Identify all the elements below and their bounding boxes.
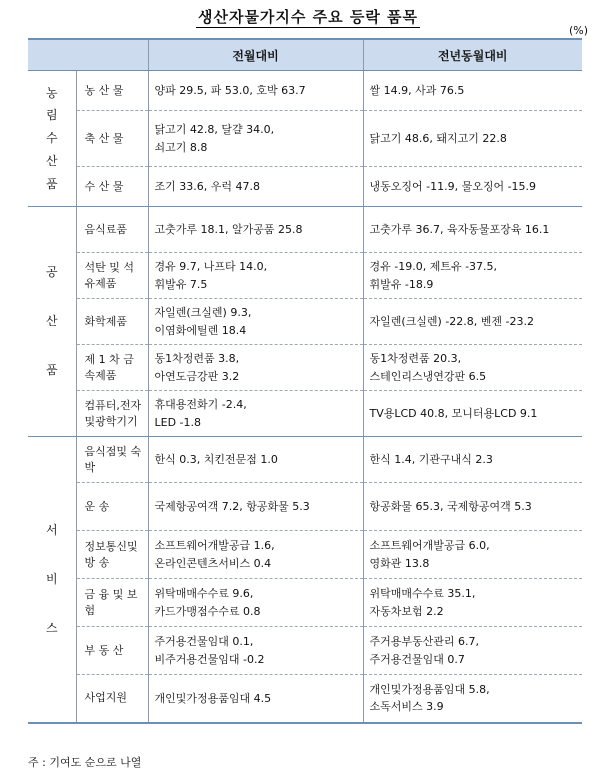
row-mom	[148, 167, 363, 207]
row-category: 정보통신및 방 송	[76, 531, 148, 579]
table-row	[28, 167, 582, 207]
group-label-char: 산	[45, 153, 58, 168]
value-line: 비주거용건물임대 -0.2	[154, 652, 265, 666]
header-yoy: 전년동월대비	[363, 39, 582, 71]
row-category: 컴퓨터,전자 및광학기기	[76, 391, 148, 437]
row-yoy	[363, 71, 582, 111]
value-line: 스테인리스냉연강판 6.5	[369, 369, 487, 383]
row-mom	[148, 299, 363, 345]
header-blank	[28, 39, 148, 71]
value-line: 휘발유 -18.9	[369, 277, 434, 291]
row-mom	[148, 675, 363, 723]
row-category: 음식점및 숙 박	[76, 437, 148, 483]
value-line: 냉동오징어 -11.9, 물오징어 -15.9	[369, 179, 537, 193]
row-yoy	[363, 391, 582, 437]
table-row	[28, 253, 582, 299]
value-line: 항공화물 65.3, 국제항공여객 5.3	[369, 499, 532, 513]
value-line: 양파 29.5, 파 53.0, 호박 63.7	[154, 83, 306, 97]
row-category: 화학제품	[76, 299, 148, 345]
row-mom	[148, 345, 363, 391]
row-mom	[148, 71, 363, 111]
value-line: 온라인콘텐츠서비스 0.4	[154, 556, 272, 570]
table-row	[28, 391, 582, 437]
row-yoy	[363, 483, 582, 531]
group-label-char: 수	[45, 131, 58, 146]
table-row	[28, 483, 582, 531]
value-line: 위탁매매수수료 35.1,	[369, 587, 476, 601]
value-line: 주거용건물임대 0.1,	[154, 635, 254, 649]
row-yoy	[363, 345, 582, 391]
row-yoy	[363, 253, 582, 299]
row-category: 제 1 차 금속제품	[76, 345, 148, 391]
value-line: 쇠고기 8.8	[154, 140, 208, 154]
table-row	[28, 579, 582, 627]
group-label-char: 산	[45, 314, 58, 329]
row-category: 부 동 산	[76, 627, 148, 675]
value-line: 조기 33.6, 우럭 47.8	[154, 179, 260, 193]
value-line: 닭고기 42.8, 달걀 34.0,	[154, 123, 275, 137]
row-yoy	[363, 207, 582, 253]
table-row	[28, 299, 582, 345]
group-label-char: 스	[45, 620, 58, 635]
value-line: 주거용건물임대 0.7	[369, 652, 465, 666]
value-line: 개인및가정용품임대 4.5	[154, 691, 272, 705]
row-category: 운 송	[76, 483, 148, 531]
value-line: 쌀 14.9, 사과 76.5	[369, 83, 465, 97]
row-yoy	[363, 579, 582, 627]
value-line: 휴대용전화기 -2.4,	[154, 398, 247, 412]
value-line: 자일렌(크실렌) -22.8, 벤젠 -23.2	[369, 314, 534, 328]
row-mom	[148, 531, 363, 579]
row-yoy	[363, 299, 582, 345]
value-line: 아연도금강판 3.2	[154, 369, 240, 383]
value-line: LED -1.8	[154, 415, 202, 429]
group-label-char: 서	[45, 523, 58, 538]
group-label-char: 비	[45, 571, 58, 586]
row-category: 축 산 물	[76, 111, 148, 167]
page-title: 생산자물가지수 주요 등락 품목	[197, 8, 419, 26]
value-line: 한식 0.3, 치킨전문점 1.0	[154, 452, 278, 466]
value-line: 동1차정련품 20.3,	[369, 352, 462, 366]
value-line: 자동차보험 2.2	[369, 604, 444, 618]
row-category: 음식료품	[76, 207, 148, 253]
row-category: 농 산 물	[76, 71, 148, 111]
row-yoy	[363, 531, 582, 579]
row-mom	[148, 111, 363, 167]
group-service	[28, 437, 76, 723]
group-industry	[28, 207, 76, 437]
value-line: 소프트웨어개발공급 1.6,	[154, 539, 275, 553]
value-line: 위탁매매수수료 9.6,	[154, 587, 254, 601]
row-mom	[148, 627, 363, 675]
value-line: 소독서비스 3.9	[369, 700, 444, 714]
table-row	[28, 111, 582, 167]
value-line: 경유 9.7, 나프타 14.0,	[154, 260, 268, 274]
group-label-char: 농	[45, 85, 58, 100]
header-mom: 전월대비	[148, 39, 363, 71]
value-line: 동1차정련품 3.8,	[154, 352, 240, 366]
value-line: 고춧가루 36.7, 육자동물포장육 16.1	[369, 222, 550, 236]
value-line: 영화관 13.8	[369, 556, 430, 570]
value-line: 휘발유 7.5	[154, 277, 208, 291]
value-line: 소프트웨어개발공급 6.0,	[369, 539, 490, 553]
value-line: 국제항공여객 7.2, 항공화물 5.3	[154, 499, 310, 513]
value-line: 이염화에틸렌 18.4	[154, 323, 247, 337]
row-yoy	[363, 627, 582, 675]
row-mom	[148, 207, 363, 253]
row-category: 금 융 및 보 험	[76, 579, 148, 627]
row-mom	[148, 391, 363, 437]
value-line: 한식 1.4, 기관구내식 2.3	[369, 452, 493, 466]
table-row	[28, 675, 582, 723]
value-line: 자일렌(크실렌) 9.3,	[154, 306, 252, 320]
group-label-char: 품	[45, 362, 58, 377]
row-category: 사업지원	[76, 675, 148, 723]
table-header-row	[28, 39, 582, 71]
value-line: 고춧가루 18.1, 알가공품 25.8	[154, 222, 303, 236]
table-row	[28, 437, 582, 483]
group-label-char: 공	[45, 265, 58, 280]
row-mom	[148, 437, 363, 483]
value-line: 닭고기 48.6, 돼지고기 22.8	[369, 131, 507, 145]
value-line: 경유 -19.0, 제트유 -37.5,	[369, 260, 498, 274]
unit-label: (%)	[568, 24, 588, 37]
price-change-table	[28, 38, 582, 724]
table-row	[28, 627, 582, 675]
row-yoy	[363, 167, 582, 207]
row-yoy	[363, 111, 582, 167]
row-yoy	[363, 437, 582, 483]
row-category: 수 산 물	[76, 167, 148, 207]
value-line: TV용LCD 40.8, 모니터용LCD 9.1	[369, 406, 538, 420]
table-row	[28, 71, 582, 111]
group-label-char: 림	[45, 108, 58, 123]
row-mom	[148, 253, 363, 299]
value-line: 주거용부동산관리 6.7,	[369, 635, 479, 649]
table-row	[28, 345, 582, 391]
footnote: 주 : 기여도 순으로 나열	[28, 756, 142, 769]
group-agri	[28, 71, 76, 207]
value-line: 카드가맹점수수료 0.8	[154, 604, 261, 618]
group-label-char: 품	[45, 176, 58, 191]
table-row	[28, 531, 582, 579]
row-yoy	[363, 675, 582, 723]
row-category: 석탄 및 석유제품	[76, 253, 148, 299]
value-line: 개인및가정용품임대 5.8,	[369, 683, 490, 697]
table-row	[28, 207, 582, 253]
row-mom	[148, 483, 363, 531]
row-mom	[148, 579, 363, 627]
